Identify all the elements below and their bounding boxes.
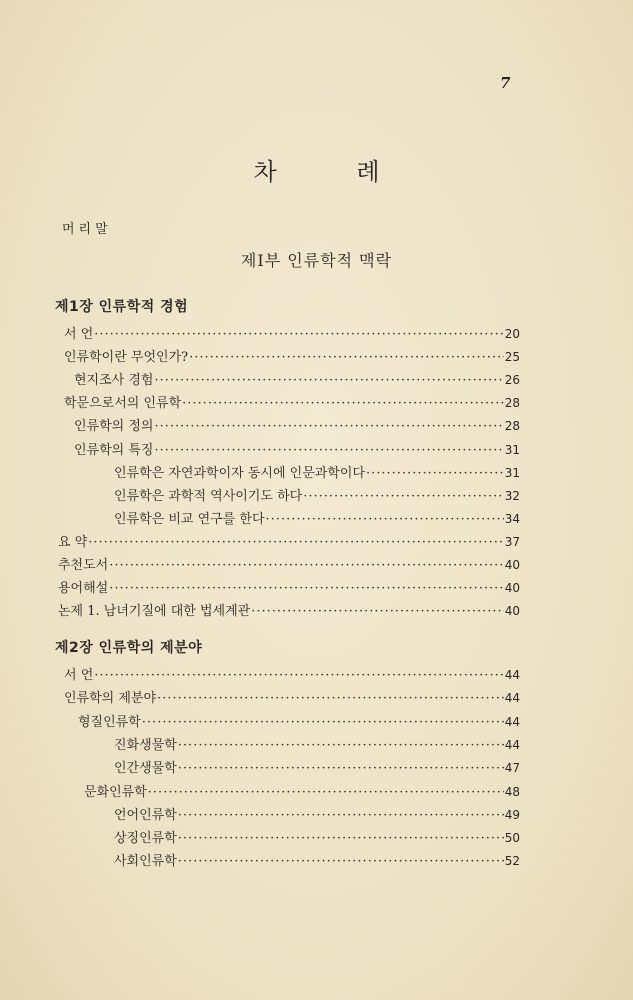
toc-entry bbox=[114, 464, 520, 483]
toc-entry-page: 44 bbox=[504, 737, 520, 752]
toc-entry-label: 형질인류학 bbox=[78, 714, 141, 730]
toc-entry-label: 상징인류학 bbox=[114, 831, 177, 847]
toc-entry-page: 31 bbox=[504, 465, 520, 480]
dot-leader bbox=[266, 511, 504, 529]
toc-entry bbox=[114, 487, 520, 506]
dot-leader bbox=[142, 714, 504, 732]
toc-entry bbox=[64, 348, 520, 367]
dot-leader bbox=[88, 534, 503, 552]
toc-entry-page: 49 bbox=[504, 807, 520, 822]
toc-entry-label: 서 언 bbox=[64, 668, 94, 683]
toc-entry-page: 28 bbox=[504, 396, 520, 411]
toc-entry bbox=[74, 441, 520, 460]
toc-entry bbox=[64, 666, 520, 685]
toc-entry bbox=[114, 759, 520, 778]
toc-entry-page: 20 bbox=[504, 327, 520, 341]
toc-entry-page: 32 bbox=[504, 488, 520, 503]
page-number: 7 bbox=[500, 74, 511, 92]
toc-entry-page: 34 bbox=[504, 511, 520, 526]
dot-leader bbox=[154, 442, 503, 460]
preface-entry: 머리말 bbox=[62, 222, 112, 237]
toc-entry bbox=[74, 417, 520, 436]
dot-leader bbox=[154, 418, 503, 436]
dot-leader bbox=[303, 488, 504, 506]
toc-entry-page: 31 bbox=[504, 442, 520, 457]
toc-entry bbox=[114, 829, 520, 848]
toc-entry-label: 인류학은 과학적 역사이기도 하다 bbox=[114, 488, 303, 504]
toc-entry-label: 용어해설 bbox=[58, 581, 109, 597]
toc-entry-page: 48 bbox=[504, 784, 520, 799]
toc-entry-page: 44 bbox=[504, 714, 520, 729]
toc-entry bbox=[114, 806, 520, 825]
dot-leader bbox=[178, 807, 504, 825]
toc-entry-page: 44 bbox=[504, 668, 520, 682]
toc-entry-label: 인류학의 정의 bbox=[74, 419, 154, 435]
toc-entry-label: 문화인류학 bbox=[84, 784, 147, 800]
toc-entry bbox=[58, 579, 520, 598]
dot-leader bbox=[366, 465, 504, 483]
chapter-2-heading: 제2장 인류학의 제분야 bbox=[55, 640, 203, 656]
toc-entry bbox=[58, 533, 520, 552]
toc-entry-page: 44 bbox=[504, 691, 520, 706]
toc-entry-page: 40 bbox=[504, 581, 520, 596]
toc-entry bbox=[64, 325, 520, 344]
toc-entry bbox=[114, 852, 520, 871]
dot-leader bbox=[178, 760, 504, 778]
toc-entry-page: 37 bbox=[504, 534, 520, 549]
toc-entry-label: 언어인류학 bbox=[114, 807, 177, 823]
toc-entry-page: 25 bbox=[504, 350, 520, 365]
toc-entry-label: 논제 1. 남녀기질에 대한 법세계관 bbox=[58, 604, 251, 620]
toc-entry-label: 추천도서 bbox=[58, 558, 109, 573]
toc-entry-label: 인류학은 자연과학이자 동시에 인문과학이다 bbox=[114, 465, 365, 481]
toc-entry-label: 요 약 bbox=[58, 534, 88, 550]
toc-entry bbox=[114, 736, 520, 755]
toc-entry-label: 현지조사 경험 bbox=[74, 373, 154, 389]
dot-leader bbox=[94, 326, 503, 344]
toc-entry bbox=[84, 783, 520, 802]
dot-leader bbox=[154, 372, 503, 390]
toc-entry-page: 40 bbox=[504, 604, 520, 619]
toc-entry-label: 서 언 bbox=[64, 327, 94, 342]
dot-leader bbox=[178, 830, 504, 848]
toc-entry-page: 26 bbox=[504, 373, 520, 388]
dot-leader bbox=[251, 603, 504, 621]
part-title: 제Ⅰ부 인류학적 맥락 bbox=[240, 251, 393, 270]
toc-entry-page: 52 bbox=[504, 854, 520, 869]
dot-leader bbox=[148, 784, 504, 802]
toc-entry-label: 인류학의 특징 bbox=[74, 442, 154, 458]
dot-leader bbox=[189, 349, 504, 367]
dot-leader bbox=[109, 557, 503, 575]
dot-leader bbox=[178, 853, 504, 871]
toc-entry-label: 진화생물학 bbox=[114, 737, 177, 753]
dot-leader bbox=[182, 395, 504, 413]
toc-entry-label: 인류학은 비교 연구를 한다 bbox=[114, 511, 265, 527]
dot-leader bbox=[178, 737, 504, 755]
dot-leader bbox=[94, 667, 503, 685]
toc-entry bbox=[78, 713, 520, 732]
toc-entry bbox=[58, 556, 520, 575]
toc-entry-label: 학문으로서의 인류학 bbox=[64, 396, 182, 412]
toc-entry-label: 사회인류학 bbox=[114, 854, 177, 870]
toc-entry-label: 인류학의 제분야 bbox=[64, 691, 157, 707]
toc-entry-label: 인류학이란 무엇인가? bbox=[64, 350, 189, 366]
page-title: 차 례 bbox=[253, 158, 416, 186]
toc-entry-page: 50 bbox=[504, 831, 520, 846]
chapter-1-heading: 제1장 인류학적 경험 bbox=[55, 299, 189, 315]
dot-leader bbox=[109, 580, 503, 598]
toc-entry bbox=[64, 689, 520, 708]
toc-entry bbox=[74, 371, 520, 390]
toc-entry bbox=[64, 394, 520, 413]
toc-entry bbox=[58, 602, 520, 621]
toc-entry-page: 28 bbox=[504, 419, 520, 434]
toc-entry-page: 47 bbox=[504, 761, 520, 776]
toc-entry bbox=[114, 510, 520, 529]
toc-entry-label: 인간생물학 bbox=[114, 761, 177, 777]
toc-entry-page: 40 bbox=[504, 558, 520, 572]
dot-leader bbox=[157, 690, 504, 708]
